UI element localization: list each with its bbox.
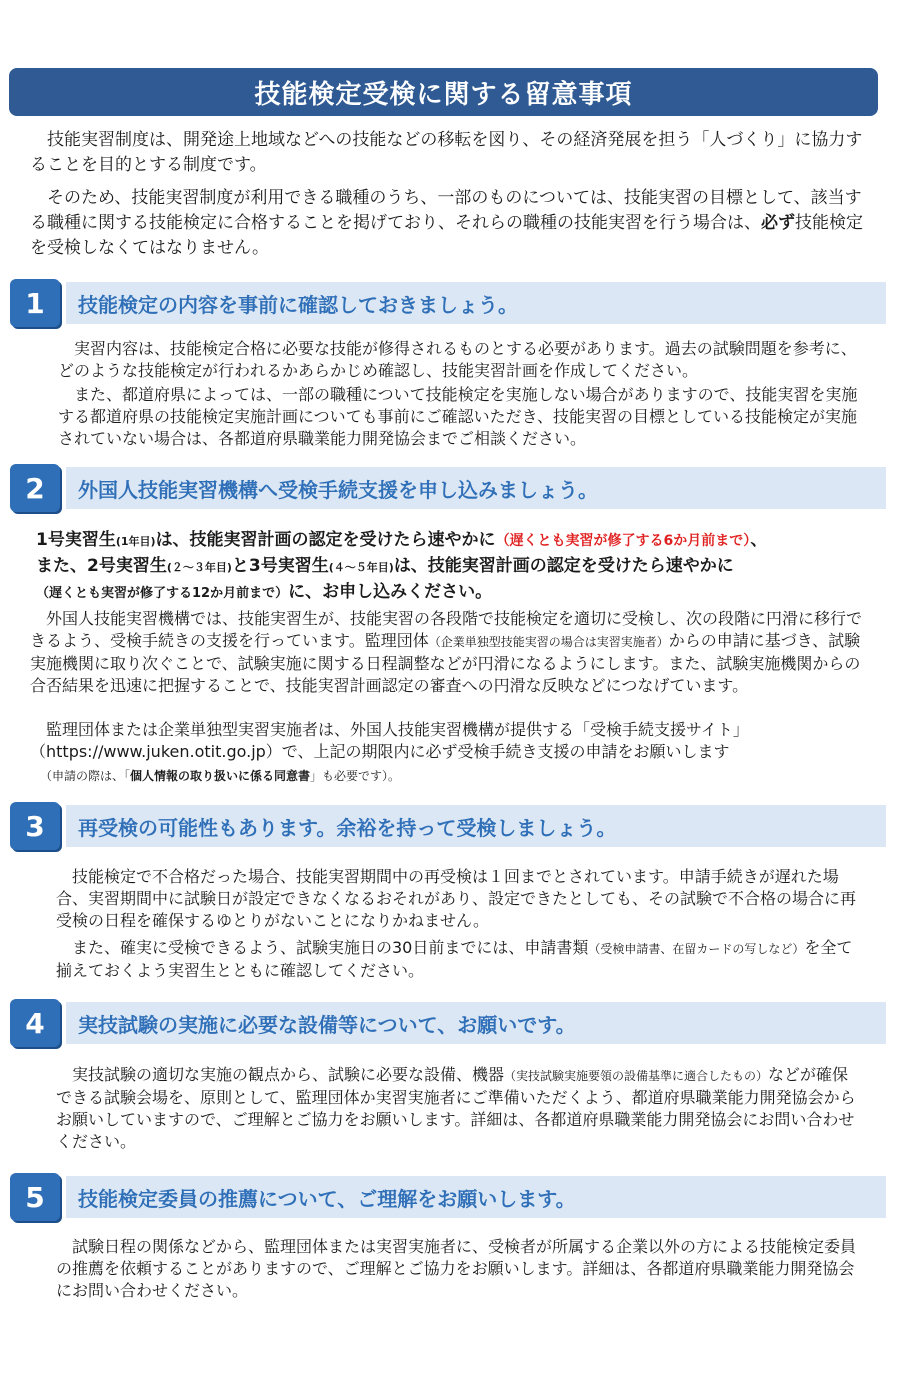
section-title: 実技試験の実施に必要な設備等について、お願いです。: [78, 1012, 576, 1037]
section-title: 技能検定の内容を事前に確認しておきましょう。: [78, 292, 518, 317]
section-2-header: [10, 464, 886, 512]
section-2-paragraph-2: 監理団体または企業単独型実習実施者は、外国人技能実習機構が提供する「受検手続支援サイト」（https://www.juken.otit.go.jp）で、上記の期限内に必ず受検手続き支援の申請をお願いします: [30, 720, 749, 761]
section-2-highlight: [36, 528, 856, 606]
section-number: 1: [10, 279, 60, 327]
section-number: 2: [10, 464, 60, 512]
section-3-paragraph-1: 技能検定で不合格だった場合、技能実習期間中の再受検は１回までとされています。申請手続きが遅れた場合、実習期間中に試験日が設定できなくなるおそれがあり、設定できたとしても、その試験で不合格の場合に再受検の日程を確保するゆとりがないことになりかねません。: [56, 867, 857, 930]
section-2-paragraph-1: 外国人技能実習機構では、技能実習生が、技能実習の各段階で技能検定を適切に受検し、次の段階に円滑に移行できるよう、受検手続きの支援を行っています。監理団体（企業単独型技能実習の場合は実習実施者）からの申請に基づき、試験実施機関に取り次ぐことで、試験実施に関する日程調整などが円滑になるようにします。また、試験実施機関からの合否結果を迅速に把握することで、技能実習計画認定の審査への円滑な反映などにつなげています。: [30, 609, 863, 695]
section-2-note: （申請の際は、「個人情報の取り扱いに係る同意書」も必要です）。: [40, 769, 401, 783]
deadline-12-months: （遅くとも実習が修了する12か月前まで）: [36, 586, 289, 601]
section-1-header: [10, 279, 886, 327]
section-5-paragraph-1: 試験日程の関係などから、監理団体または実習実施者に、受検者が所属する企業以外の方による技能検定委員の推薦を依頼することがありますので、ご理解とご協力をお願いします。詳細は、各都道府県職業能力開発協会にお問い合わせください。: [56, 1237, 857, 1300]
emphasis-must: 必ず: [761, 213, 795, 233]
section-title: 外国人技能実習機構へ受検手続支援を申し込みましょう。: [78, 477, 598, 502]
intro-paragraph-2: そのため、技能実習制度が利用できる職種のうち、一部のものについては、技能実習の目標として、該当する職種に関する技能検定に合格することを掲げており、それらの職種の技能実習を行う場合は、必ず技能検定を受検しなくてはなりません。: [30, 188, 863, 258]
section-3-paragraph-2: また、確実に受検できるよう、試験実施日の30日前までには、申請書類（受検申請書、在留カードの写しなど）を全て揃えておくよう実習生とともに確認してください。: [56, 938, 853, 980]
section-4-paragraph-1: 実技試験の適切な実施の観点から、試験に必要な設備、機器（実技試験実施要領の設備基準に適合したもの）などが確保できる試験会場を、原則として、監理団体か実習実施者にご準備いただくよう、都道府県職業能力開発協会からお願いしていますので、ご理解とご協力をお願いします。詳細は、各都道府県職業能力開発協会にお問い合わせください。: [56, 1065, 856, 1151]
highlight-line-1: 1号実習生(1年目)は、技能実習計画の認定を受けたら速やかに（遅くとも実習が修了する6か月前まで）、: [36, 530, 768, 550]
section-4-header: [10, 999, 886, 1047]
section-title: 技能検定委員の推薦について、ご理解をお願いします。: [78, 1186, 576, 1211]
section-1-paragraph-2: また、都道府県によっては、一部の職種について技能検定を実施しない場合がありますので、技能実習を実施する都道府県の技能検定実施計画についても事前にご確認いただき、技能実習の目標としている技能検定が実施されていない場合は、各都道府県職業能力開発協会までご相談ください。: [58, 385, 858, 448]
section-1-paragraph-1: 実習内容は、技能検定合格に必要な技能が修得されるものとする必要があります。過去の試験問題を参考に、どのような技能検定が行われるかあらかじめ確認し、技能実習計画を作成してください。: [58, 339, 857, 380]
intro-paragraph-1: 技能実習制度は、開発途上地域などへの技能などの移転を図り、その経済発展を担う「人づくり」に協力することを目的とする制度です。: [30, 130, 863, 175]
section-number: 4: [10, 999, 60, 1047]
deadline-6-months: （遅くとも実習が修了する6か月前まで）: [495, 533, 751, 549]
section-3-header: [10, 802, 886, 850]
section-5-header: [10, 1173, 886, 1221]
highlight-line-2: また、2号実習生(２～３年目)と3号実習生(４～５年目)は、技能実習計画の認定を受けたら速やかに: [36, 556, 734, 576]
page-title: 技能検定受検に関する留意事項: [9, 68, 878, 116]
section-title: 再受検の可能性もあります。余裕を持って受検しましょう。: [78, 815, 617, 840]
section-number: 3: [10, 802, 60, 850]
section-number: 5: [10, 1173, 60, 1221]
highlight-line-3: （遅くとも実習が修了する12か月前まで）に、お申し込みください。: [36, 582, 493, 602]
